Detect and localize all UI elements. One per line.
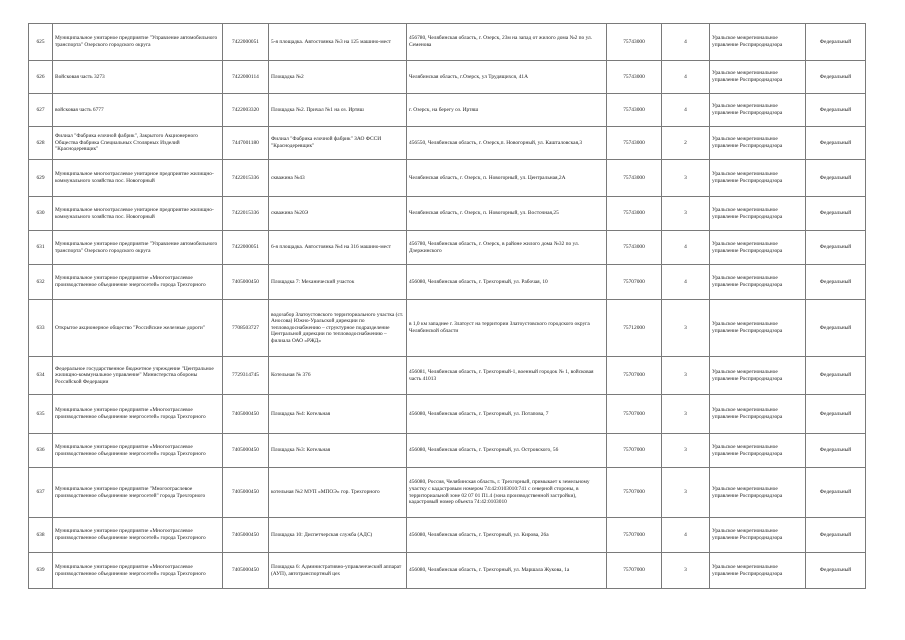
supervising-authority: Уральское межрегиональное управление Росприроднадзора [710,61,806,94]
table-row [29,231,866,265]
object-category: 3 [662,160,710,197]
supervising-authority: Уральское межрегиональное управление Росприроднадзора [710,468,806,518]
table-row [29,553,866,589]
table-row [29,61,866,94]
oktmo-code: 75707000 [607,357,662,395]
supervising-authority: Уральское межрегиональное управление Росприроднадзора [710,300,806,357]
object-address: г. Озерск, на берегу оз. Иртяш [407,94,607,127]
organization-name: войсковая часть 6777 [53,94,223,127]
object-name: Филиал "Фабрика елочной фабрик" ЗАО ФССИ "Краснодеревщик" [269,127,407,160]
table-row [29,24,866,61]
object-address: 456080, Челябинская область, г. Трехгорный, ул. Кирова, 26а [407,518,607,553]
row-number: 637 [29,468,53,518]
object-name: Площадка №3: Котельная [269,434,407,468]
object-category: 3 [662,395,710,434]
supervision-level: Федеральный [806,160,866,197]
table-row [29,127,866,160]
object-category: 4 [662,61,710,94]
object-category: 4 [662,231,710,265]
object-category: 3 [662,300,710,357]
inn-code: 7405000450 [223,518,269,553]
object-name: скважина №20Э [269,197,407,231]
table-row [29,434,866,468]
object-address: Челябинская область, г. Озерск, п. Новогорный, ул. Восточная,25 [407,197,607,231]
object-category: 3 [662,357,710,395]
object-category: 4 [662,24,710,61]
inn-code: 7405000450 [223,265,269,300]
inn-code: 7422000051 [223,231,269,265]
supervising-authority: Уральское межрегиональное управление Росприроднадзора [710,553,806,589]
object-category: 4 [662,265,710,300]
row-number: 631 [29,231,53,265]
row-number: 625 [29,24,53,61]
supervision-level: Федеральный [806,518,866,553]
oktmo-code: 75707000 [607,434,662,468]
organization-name: Муниципальное многоотраслевое унитарное предприятие жилищно-коммунального хозяйства пос. Новогорный [53,160,223,197]
table-row [29,197,866,231]
organization-name: Муниципальное унитарное предприятие "Многоотраслевое производственное объединение энергосетей" города Трехгорного [53,468,223,518]
supervising-authority: Уральское межрегиональное управление Росприроднадзора [710,395,806,434]
object-name: Площадка №2. Причал №1 на оз. Иртяш [269,94,407,127]
object-name: скважина №43 [269,160,407,197]
object-address: 456080, Челябинская область, г. Трехгорный, ул. Потапова, 7 [407,395,607,434]
supervising-authority: Уральское межрегиональное управление Росприроднадзора [710,24,806,61]
oktmo-code: 75707000 [607,265,662,300]
object-address: 456080, Россия, Челябинская область, г. Трехгорный, примыкает к земельному участку с кадастровым номером 74:42:0103010:741 с северной стороны, в территориальной зоне 02 07 01 П1.4 (зона производственной застройки), кадастровый номер объекта 74:42:0103010 [407,468,607,518]
organization-name: Муниципальное унитарное предприятие «Многоотраслевое производственное объединение энергосетей» города Трехгорного [53,518,223,553]
organization-name: Войсковая часть 3273 [53,61,223,94]
row-number: 635 [29,395,53,434]
oktmo-code: 75707000 [607,395,662,434]
inn-code: 7422003320 [223,94,269,127]
oktmo-code: 75712000 [607,300,662,357]
oktmo-code: 75743000 [607,197,662,231]
inn-code: 7422000051 [223,24,269,61]
supervision-level: Федеральный [806,395,866,434]
object-address: 456080, Челябинская область, г. Трехгорный, ул. Маршала Жукова, 1а [407,553,607,589]
supervision-level: Федеральный [806,553,866,589]
inn-code: 7447001180 [223,127,269,160]
object-name: Площадка 10: Диспетчерская служба (АДС) [269,518,407,553]
inn-code: 7405000450 [223,395,269,434]
oktmo-code: 75743000 [607,24,662,61]
object-category: 3 [662,553,710,589]
object-address: 456550, Челябинская область, г. Озерск,п. Новогорный, ул. Кашталовская,3 [407,127,607,160]
object-name: Площадка 6: Административно-управленческий аппарат (АУП), автотранспортный цех [269,553,407,589]
object-address: Челябинская область, г.Озерск, ул Трудящихся, 41А [407,61,607,94]
registry-table [28,23,866,589]
object-name: Площадка №2 [269,61,407,94]
table-row [29,357,866,395]
supervising-authority: Уральское межрегиональное управление Росприроднадзора [710,197,806,231]
table-row [29,468,866,518]
row-number: 633 [29,300,53,357]
organization-name: Муниципальное унитарное предприятие "Управление автомобильного транспорта" Озерского городского округа [53,24,223,61]
object-name: Котельная № 376 [269,357,407,395]
supervision-level: Федеральный [806,265,866,300]
object-name: котельная №2 МУП «МПОЭ» гор. Трехгорного [269,468,407,518]
supervising-authority: Уральское межрегиональное управление Росприроднадзора [710,434,806,468]
oktmo-code: 75743000 [607,127,662,160]
object-name: Площадка №4: Котельная [269,395,407,434]
object-address: 456080, Челябинская область, г. Трехгорный, ул. Рабочая, 10 [407,265,607,300]
oktmo-code: 75743000 [607,231,662,265]
inn-code: 7405000450 [223,434,269,468]
supervision-level: Федеральный [806,357,866,395]
object-category: 2 [662,127,710,160]
table-row [29,160,866,197]
row-number: 639 [29,553,53,589]
inn-code: 7405000450 [223,468,269,518]
row-number: 626 [29,61,53,94]
supervising-authority: Уральское межрегиональное управление Росприроднадзора [710,357,806,395]
object-address: 456080, Челябинская область, г. Трехгорный, ул. Островского, 56 [407,434,607,468]
supervising-authority: Уральское межрегиональное управление Росприроднадзора [710,94,806,127]
table-row [29,300,866,357]
registry-body [29,24,866,589]
object-address: 456780, Челябинская область, г. Озерск, в районе жилого дома №32 по ул. Дзержинского [407,231,607,265]
supervision-level: Федеральный [806,468,866,518]
organization-name: Муниципальное многоотраслевое унитарное предприятие жилищно-коммунального хозяйства пос. Новогорный [53,197,223,231]
object-category: 4 [662,518,710,553]
inn-code: 7405000450 [223,553,269,589]
supervision-level: Федеральный [806,127,866,160]
inn-code: 7708503727 [223,300,269,357]
supervision-level: Федеральный [806,231,866,265]
object-name: 6-я площадка. Автостоянка №4 на 316 машино-мест [269,231,407,265]
row-number: 628 [29,127,53,160]
organization-name: Открытое акционерное общество "Российские железные дороги" [53,300,223,357]
organization-name: Муниципальное унитарное предприятие «Многоотраслевое производственное объединение энергосетей» города Трехгорного [53,265,223,300]
supervising-authority: Уральское межрегиональное управление Росприроднадзора [710,518,806,553]
supervising-authority: Уральское межрегиональное управление Росприроднадзора [710,127,806,160]
organization-name: Федеральное государственное бюджетное учреждение "Центральное жилищно-коммунальное управление" Министерства обороны Российской Федерации [53,357,223,395]
object-address: в 1,0 км западнее г. Златоуст на территории Златоустовского городского округа Челябинской области [407,300,607,357]
supervision-level: Федеральный [806,197,866,231]
organization-name: Муниципальное унитарное предприятие «Многоотраслевое производственное объединение энергосетей» города Трехгорного [53,395,223,434]
supervision-level: Федеральный [806,300,866,357]
object-address: Челябинская область, г. Озерск, п. Новогорный, ул. Центральная,2А [407,160,607,197]
oktmo-code: 75707000 [607,468,662,518]
supervising-authority: Уральское межрегиональное управление Росприроднадзора [710,231,806,265]
supervising-authority: Уральское межрегиональное управление Росприроднадзора [710,160,806,197]
oktmo-code: 75707000 [607,518,662,553]
object-category: 3 [662,468,710,518]
row-number: 638 [29,518,53,553]
organization-name: Муниципальное унитарное предприятие "Управление автомобильного транспорта" Озерского городского округа [53,231,223,265]
oktmo-code: 75707000 [607,553,662,589]
oktmo-code: 75743000 [607,61,662,94]
object-category: 3 [662,197,710,231]
oktmo-code: 75743000 [607,160,662,197]
supervision-level: Федеральный [806,434,866,468]
object-name: 5-я площадка. Автостоянка №3 на 125 машино-мест [269,24,407,61]
row-number: 627 [29,94,53,127]
supervision-level: Федеральный [806,24,866,61]
row-number: 634 [29,357,53,395]
object-category: 4 [662,94,710,127]
oktmo-code: 75743000 [607,94,662,127]
table-row [29,265,866,300]
inn-code: 7422015336 [223,197,269,231]
table-row [29,518,866,553]
row-number: 630 [29,197,53,231]
organization-name: Муниципальное унитарное предприятие «Многоотраслевое производственное объединение энергосетей» города Трехгорного [53,553,223,589]
object-name: водозабор Златоустовского территориального участка (ст. Аносова) Южно-Уральской дирекции по тепловодоснабжению – структурное подразделение Центральной дирекции по тепловодоснабжению – филиала ОАО «РЖД» [269,300,407,357]
supervision-level: Федеральный [806,94,866,127]
table-row [29,94,866,127]
inn-code: 7422015336 [223,160,269,197]
row-number: 632 [29,265,53,300]
object-category: 3 [662,434,710,468]
row-number: 636 [29,434,53,468]
object-address: 456081, Челябинская область, г. Трехгорный-1, военный городок № 1, войсковая часть 41013 [407,357,607,395]
organization-name: Филиал "Фабрика елочной фабрик", Закрытого Акционерного Общества Фабрика Специальных Столярных Изделий "Краснодеревщик" [53,127,223,160]
supervision-level: Федеральный [806,61,866,94]
row-number: 629 [29,160,53,197]
supervising-authority: Уральское межрегиональное управление Росприроднадзора [710,265,806,300]
organization-name: Муниципальное унитарное предприятие «Многоотраслевое производственное объединение энергосетей» города Трехгорного [53,434,223,468]
inn-code: 7422000114 [223,61,269,94]
table-row [29,395,866,434]
object-address: 456780, Челябинская область, г. Озерск, 23м на запад от жилого дома №2 по ул. Семенова [407,24,607,61]
object-name: Площадка 7: Механический участок [269,265,407,300]
inn-code: 7729314745 [223,357,269,395]
